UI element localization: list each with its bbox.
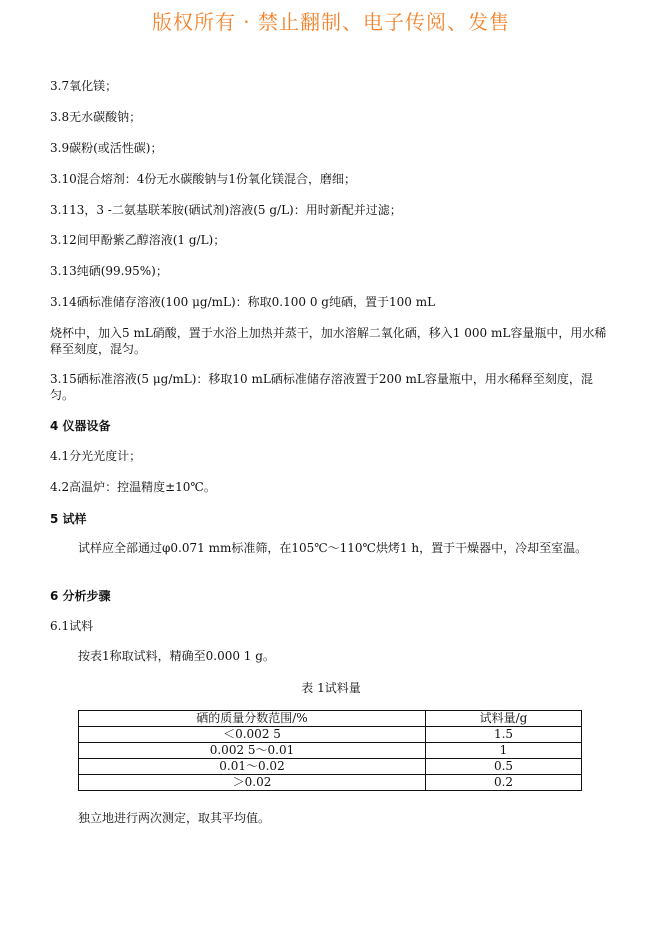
table-cell: 0.01～0.02 [79, 759, 426, 775]
copyright-banner: 版权所有 · 禁止翻制、电子传阅、发售 [151, 10, 511, 34]
item-3-10: 3.10混合熔剂：4份无水碳酸钠与1份氧化镁混合，磨细； [50, 172, 356, 186]
table-header-row [79, 711, 582, 727]
table-cell: 0.002 5～0.01 [79, 743, 426, 759]
item-3-7: 3.7氧化镁； [50, 79, 118, 93]
table-header-cell: 硒的质量分数范围/% [79, 711, 426, 727]
item-3-13: 3.13纯硒(99.95%)； [50, 264, 168, 278]
table-row [79, 727, 582, 743]
item-3-11: 3.113，3 -二氨基联苯胺(硒试剂)溶液(5 g/L)：用时新配并过滤； [50, 203, 402, 217]
item-3-9: 3.9碳粉(或活性碳)； [50, 141, 163, 155]
item-4-1: 4.1分光光度计； [50, 449, 142, 463]
item-3-8: 3.8无水碳酸钠； [50, 110, 142, 124]
table-cell: 0.2 [426, 775, 582, 791]
section-6-text: 按表1称取试料，精确至0.000 1 g。 [78, 649, 275, 663]
item-3-15: 3.15硒标准溶液(5 μg/mL)：移取10 mL硒标准储存溶液置于200 mL容量瓶中，用水稀释至刻度，混匀。 [50, 372, 593, 402]
table-header-cell: 试料量/g [426, 711, 582, 727]
table-caption: 表 1试料量 [301, 681, 361, 695]
table-cell: 1.5 [426, 727, 582, 743]
item-3-12: 3.12间甲酚紫乙醇溶液(1 g/L)； [50, 233, 226, 247]
section-5-text: 试样应全部通过φ0.071 mm标准筛，在105℃～110℃烘烤1 h，置于干燥器中，冷却至室温。 [78, 541, 588, 555]
table-row [79, 759, 582, 775]
table-cell: ＞0.02 [79, 775, 426, 791]
section-4-heading: 4 仪器设备 [50, 419, 111, 433]
item-3-14-continued: 烧杯中，加入5 mL硝酸，置于水浴上加热并蒸干，加水溶解二氧化硒，移入1 000 mL容量瓶中，用水稀释至刻度，混匀。 [50, 326, 607, 356]
section-6-after-text: 独立地进行两次测定，取其平均值。 [78, 811, 271, 825]
section-5-heading: 5 试样 [50, 512, 87, 526]
table-row [79, 775, 582, 791]
table-cell: 0.5 [426, 759, 582, 775]
table-cell: 1 [426, 743, 582, 759]
sample-mass-table [78, 710, 582, 791]
table-row [79, 743, 582, 759]
item-3-14: 3.14硒标准储存溶液(100 μg/mL)：称取0.100 0 g纯硒，置于100 mL [50, 295, 436, 309]
item-6-1: 6.1试料 [50, 619, 94, 633]
item-4-2: 4.2高温炉：控温精度±10℃。 [50, 480, 216, 494]
section-6-heading: 6 分析步骤 [50, 589, 111, 603]
table-cell: ＜0.002 5 [79, 727, 426, 743]
